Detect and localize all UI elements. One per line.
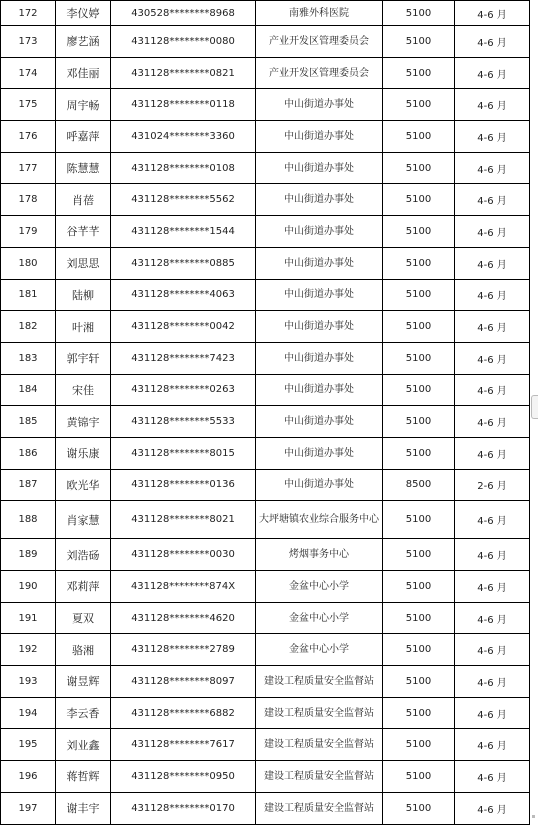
work-unit-cell: 中山街道办事处: [256, 184, 383, 216]
table-row: [1, 342, 530, 374]
id-number-cell: 431128********0136: [111, 469, 256, 501]
work-unit-cell: 中山街道办事处: [256, 374, 383, 406]
name-cell: 邓莉萍: [56, 571, 111, 603]
work-unit-cell: 中山街道办事处: [256, 247, 383, 279]
table-row: [1, 666, 530, 698]
work-unit-cell: 建设工程质量安全监督站: [256, 697, 383, 729]
table-row: [1, 792, 530, 824]
period-cell: 4-6 月: [455, 792, 530, 824]
period-cell: 4-6 月: [455, 184, 530, 216]
work-unit-cell: 建设工程质量安全监督站: [256, 666, 383, 698]
name-cell: 周宇畅: [56, 89, 111, 121]
id-number-cell: 431128********5562: [111, 184, 256, 216]
name-cell: 肖蓓: [56, 184, 111, 216]
table-row: [1, 279, 530, 311]
amount-cell: 5100: [383, 152, 455, 184]
id-number-cell: 431128********0885: [111, 247, 256, 279]
period-cell: 4-6 月: [455, 216, 530, 248]
period-cell: 4-6 月: [455, 247, 530, 279]
name-cell: 谷芊芊: [56, 216, 111, 248]
period-cell: 4-6 月: [455, 1, 530, 26]
name-cell: 邓佳丽: [56, 57, 111, 89]
work-unit-cell: 产业开发区管理委员会: [256, 57, 383, 89]
id-number-cell: 431128********4620: [111, 602, 256, 634]
name-cell: 谢乐康: [56, 437, 111, 469]
name-cell: 骆湘: [56, 634, 111, 666]
period-cell: 4-6 月: [455, 437, 530, 469]
work-unit-cell: 建设工程质量安全监督站: [256, 792, 383, 824]
name-cell: 宋佳: [56, 374, 111, 406]
amount-cell: 5100: [383, 374, 455, 406]
row-number-cell: 187: [1, 469, 56, 501]
table-row: [1, 1, 530, 26]
row-number-cell: 175: [1, 89, 56, 121]
name-cell: 谢昱辉: [56, 666, 111, 698]
row-number-cell: 196: [1, 761, 56, 793]
amount-cell: 5100: [383, 501, 455, 539]
amount-cell: 5100: [383, 26, 455, 58]
period-cell: 4-6 月: [455, 406, 530, 438]
row-number-cell: 190: [1, 571, 56, 603]
name-cell: 肖家慧: [56, 501, 111, 539]
id-number-cell: 431128********0080: [111, 26, 256, 58]
amount-cell: 5100: [383, 342, 455, 374]
period-cell: 4-6 月: [455, 311, 530, 343]
id-number-cell: 431024********3360: [111, 121, 256, 153]
amount-cell: 5100: [383, 1, 455, 26]
row-number-cell: 193: [1, 666, 56, 698]
work-unit-cell: 中山街道办事处: [256, 89, 383, 121]
amount-cell: 5100: [383, 792, 455, 824]
name-cell: 呼嘉萍: [56, 121, 111, 153]
table-row: [1, 247, 530, 279]
period-cell: 4-6 月: [455, 501, 530, 539]
work-unit-cell: 中山街道办事处: [256, 121, 383, 153]
table-row: [1, 26, 530, 58]
period-cell: 4-6 月: [455, 634, 530, 666]
amount-cell: 5100: [383, 697, 455, 729]
row-number-cell: 173: [1, 26, 56, 58]
table-row: [1, 634, 530, 666]
amount-cell: 5100: [383, 571, 455, 603]
amount-cell: 5100: [383, 279, 455, 311]
name-cell: 陈慧慧: [56, 152, 111, 184]
row-number-cell: 181: [1, 279, 56, 311]
period-cell: 4-6 月: [455, 761, 530, 793]
work-unit-cell: 金盆中心小学: [256, 602, 383, 634]
id-number-cell: 431128********0118: [111, 89, 256, 121]
table-row: [1, 121, 530, 153]
id-number-cell: 431128********7617: [111, 729, 256, 761]
name-cell: 郭宇轩: [56, 342, 111, 374]
row-number-cell: 182: [1, 311, 56, 343]
id-number-cell: 431128********4063: [111, 279, 256, 311]
name-cell: 刘思思: [56, 247, 111, 279]
id-number-cell: 431128********0170: [111, 792, 256, 824]
table-row: [1, 57, 530, 89]
table-row: [1, 437, 530, 469]
row-number-cell: 197: [1, 792, 56, 824]
table-row: [1, 602, 530, 634]
table-row: [1, 501, 530, 539]
table-row: [1, 729, 530, 761]
id-number-cell: 431128********8097: [111, 666, 256, 698]
table-row: [1, 374, 530, 406]
row-number-cell: 177: [1, 152, 56, 184]
period-cell: 4-6 月: [455, 697, 530, 729]
period-cell: 4-6 月: [455, 666, 530, 698]
period-cell: 4-6 月: [455, 121, 530, 153]
name-cell: 黄锦宇: [56, 406, 111, 438]
work-unit-cell: 南雅外科医院: [256, 1, 383, 26]
row-number-cell: 183: [1, 342, 56, 374]
period-cell: 2-6 月: [455, 469, 530, 501]
id-number-cell: 431128********8015: [111, 437, 256, 469]
work-unit-cell: 中山街道办事处: [256, 279, 383, 311]
table-row: [1, 697, 530, 729]
side-collapse-handle[interactable]: [531, 395, 538, 419]
name-cell: 蒋哲辉: [56, 761, 111, 793]
id-number-cell: 431128********2789: [111, 634, 256, 666]
recipient-table-body: [1, 1, 530, 825]
name-cell: 叶湘: [56, 311, 111, 343]
id-number-cell: 431128********8021: [111, 501, 256, 539]
row-number-cell: 172: [1, 1, 56, 26]
name-cell: 陆柳: [56, 279, 111, 311]
name-cell: 谢丰宇: [56, 792, 111, 824]
work-unit-cell: 大坪塘镇农业综合服务中心: [256, 501, 383, 539]
id-number-cell: 431128********6882: [111, 697, 256, 729]
table-row: [1, 152, 530, 184]
period-cell: 4-6 月: [455, 539, 530, 571]
name-cell: 刘浩砀: [56, 539, 111, 571]
row-number-cell: 192: [1, 634, 56, 666]
work-unit-cell: 中山街道办事处: [256, 469, 383, 501]
amount-cell: 5100: [383, 311, 455, 343]
row-number-cell: 185: [1, 406, 56, 438]
amount-cell: 5100: [383, 216, 455, 248]
row-number-cell: 191: [1, 602, 56, 634]
id-number-cell: 431128********0263: [111, 374, 256, 406]
work-unit-cell: 烤烟事务中心: [256, 539, 383, 571]
name-cell: 夏双: [56, 602, 111, 634]
amount-cell: 5100: [383, 184, 455, 216]
row-number-cell: 188: [1, 501, 56, 539]
period-cell: 4-6 月: [455, 571, 530, 603]
work-unit-cell: 中山街道办事处: [256, 406, 383, 438]
work-unit-cell: 建设工程质量安全监督站: [256, 729, 383, 761]
amount-cell: 5100: [383, 634, 455, 666]
amount-cell: 8500: [383, 469, 455, 501]
id-number-cell: 431128********1544: [111, 216, 256, 248]
period-cell: 4-6 月: [455, 374, 530, 406]
name-cell: 李云香: [56, 697, 111, 729]
work-unit-cell: 中山街道办事处: [256, 437, 383, 469]
amount-cell: 5100: [383, 406, 455, 438]
row-number-cell: 189: [1, 539, 56, 571]
period-cell: 4-6 月: [455, 729, 530, 761]
period-cell: 4-6 月: [455, 57, 530, 89]
id-number-cell: 431128********0108: [111, 152, 256, 184]
work-unit-cell: 中山街道办事处: [256, 311, 383, 343]
name-cell: 刘业鑫: [56, 729, 111, 761]
amount-cell: 5100: [383, 761, 455, 793]
row-number-cell: 186: [1, 437, 56, 469]
work-unit-cell: 中山街道办事处: [256, 342, 383, 374]
id-number-cell: 431128********0042: [111, 311, 256, 343]
id-number-cell: 431128********874X: [111, 571, 256, 603]
row-number-cell: 180: [1, 247, 56, 279]
id-number-cell: 430528********8968: [111, 1, 256, 26]
row-number-cell: 184: [1, 374, 56, 406]
work-unit-cell: 建设工程质量安全监督站: [256, 761, 383, 793]
period-cell: 4-6 月: [455, 89, 530, 121]
table-row: [1, 311, 530, 343]
work-unit-cell: 金盆中心小学: [256, 571, 383, 603]
work-unit-cell: 中山街道办事处: [256, 216, 383, 248]
id-number-cell: 431128********0030: [111, 539, 256, 571]
table-row: [1, 184, 530, 216]
table-row: [1, 539, 530, 571]
table-row: [1, 406, 530, 438]
amount-cell: 5100: [383, 121, 455, 153]
row-number-cell: 179: [1, 216, 56, 248]
amount-cell: 5100: [383, 539, 455, 571]
id-number-cell: 431128********7423: [111, 342, 256, 374]
amount-cell: 5100: [383, 729, 455, 761]
amount-cell: 5100: [383, 247, 455, 279]
amount-cell: 5100: [383, 57, 455, 89]
row-number-cell: 195: [1, 729, 56, 761]
row-number-cell: 194: [1, 697, 56, 729]
period-cell: 4-6 月: [455, 279, 530, 311]
amount-cell: 5100: [383, 602, 455, 634]
period-cell: 4-6 月: [455, 342, 530, 374]
table-row: [1, 469, 530, 501]
row-number-cell: 174: [1, 57, 56, 89]
name-cell: 李仪婷: [56, 1, 111, 26]
amount-cell: 5100: [383, 666, 455, 698]
row-number-cell: 176: [1, 121, 56, 153]
id-number-cell: 431128********0821: [111, 57, 256, 89]
work-unit-cell: 产业开发区管理委员会: [256, 26, 383, 58]
period-cell: 4-6 月: [455, 152, 530, 184]
amount-cell: 5100: [383, 437, 455, 469]
table-row: [1, 216, 530, 248]
work-unit-cell: 金盆中心小学: [256, 634, 383, 666]
name-cell: 欧光华: [56, 469, 111, 501]
period-cell: 4-6 月: [455, 602, 530, 634]
corner-marker: [532, 815, 535, 818]
amount-cell: 5100: [383, 89, 455, 121]
row-number-cell: 178: [1, 184, 56, 216]
table-row: [1, 89, 530, 121]
work-unit-cell: 中山街道办事处: [256, 152, 383, 184]
id-number-cell: 431128********0950: [111, 761, 256, 793]
table-row: [1, 571, 530, 603]
table-row: [1, 761, 530, 793]
period-cell: 4-6 月: [455, 26, 530, 58]
id-number-cell: 431128********5533: [111, 406, 256, 438]
name-cell: 廖艺涵: [56, 26, 111, 58]
